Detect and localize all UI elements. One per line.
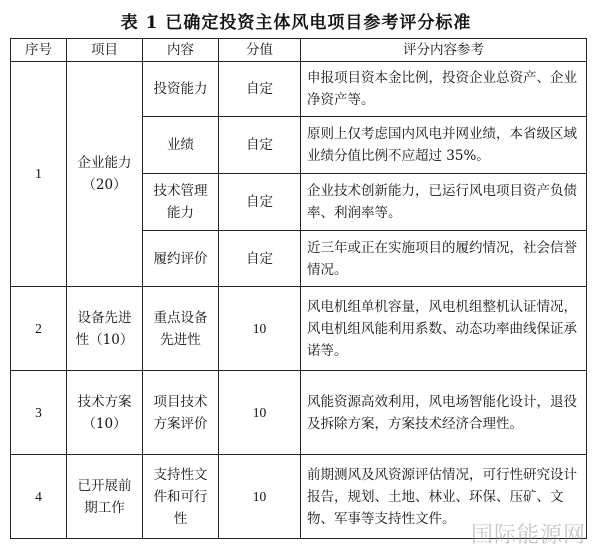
- row-score: 10: [219, 287, 301, 371]
- row-score: 自定: [219, 174, 301, 231]
- row-item: 企业能力（20）: [67, 62, 143, 287]
- row-score: 10: [219, 455, 301, 539]
- row-index: 2: [11, 287, 67, 371]
- row-score: 自定: [219, 62, 301, 117]
- row-content: 投资能力: [143, 62, 219, 117]
- header-reference: 评分内容参考: [301, 39, 587, 62]
- row-reference: 风电机组单机容量，风电机组整机认证情况，风电机组风能利用系数、动态功率曲线保证承诺等。: [301, 287, 587, 371]
- row-score: 自定: [219, 117, 301, 174]
- header-row: [11, 39, 587, 62]
- row-content: 支持性文件和可行性: [143, 455, 219, 539]
- row-reference: 企业技术创新能力，已运行风电项目资产负债率、利润率等。: [301, 174, 587, 231]
- table-row: [11, 371, 587, 455]
- row-content: 重点设备先进性: [143, 287, 219, 371]
- watermark: 国际能源网: [470, 523, 586, 548]
- row-index: 4: [11, 455, 67, 539]
- row-reference: 近三年或正在实施项目的履约情况，社会信誉情况。: [301, 231, 587, 287]
- row-content: 项目技术方案评价: [143, 371, 219, 455]
- row-index: 3: [11, 371, 67, 455]
- table-row: [11, 62, 587, 117]
- row-content: 履约评价: [143, 231, 219, 287]
- header-item: 项目: [67, 39, 143, 62]
- row-score: 10: [219, 371, 301, 455]
- table-row: [11, 287, 587, 371]
- row-content: 业绩: [143, 117, 219, 174]
- header-content: 内容: [143, 39, 219, 62]
- table-title: 表 1 已确定投资主体风电项目参考评分标准: [120, 13, 472, 33]
- row-reference: 前期测风及风资源评估情况，可行性研究设计报告，规划、土地、林业、环保、压矿、文物、军事等支持性文件。: [301, 455, 587, 539]
- row-item: 已开展前期工作: [67, 455, 143, 539]
- scoring-table: [10, 38, 587, 539]
- row-item: 设备先进性（10）: [67, 287, 143, 371]
- row-reference: 申报项目资本金比例，投资企业总资产、企业净资产等。: [301, 62, 587, 117]
- row-score: 自定: [219, 231, 301, 287]
- row-content: 技术管理能力: [143, 174, 219, 231]
- row-item: 技术方案（10）: [67, 371, 143, 455]
- row-reference: 风能资源高效利用，风电场智能化设计，退役及拆除方案，方案技术经济合理性。: [301, 371, 587, 455]
- row-reference: 原则上仅考虑国内风电并网业绩，本省级区域业绩分值比例不应超过 35%。: [301, 117, 587, 174]
- row-index: 1: [11, 62, 67, 287]
- header-score: 分值: [219, 39, 301, 62]
- header-index: 序号: [11, 39, 67, 62]
